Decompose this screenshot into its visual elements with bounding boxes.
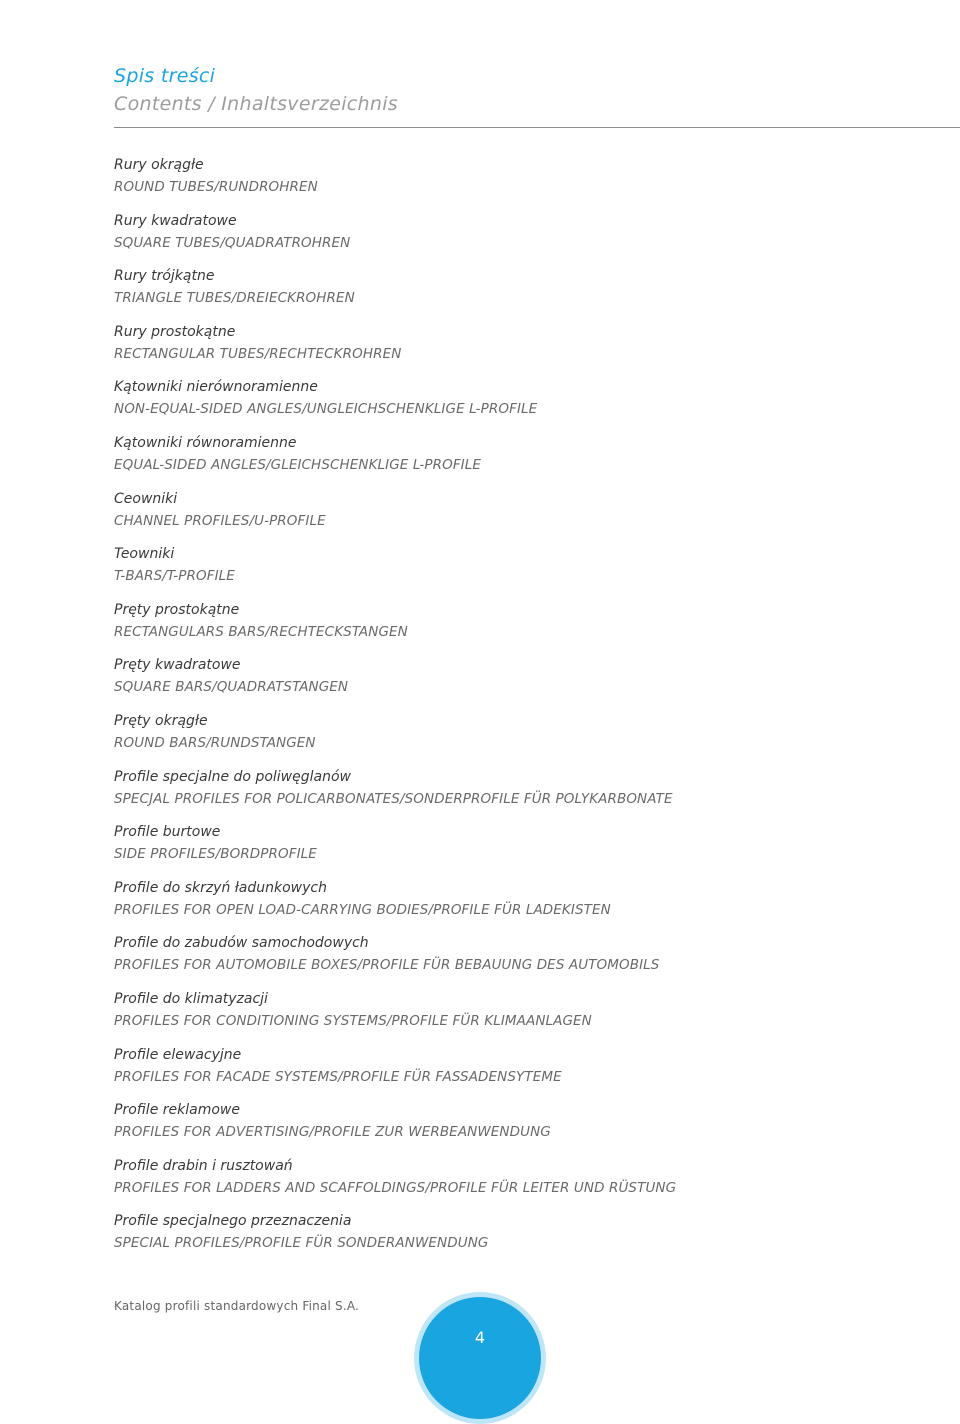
toc-entry[interactable]: [114, 266, 676, 322]
page-number-container: [414, 0, 546, 1358]
toc-entry-translation: SQUARE TUBES/QUADRATROHREN: [114, 234, 351, 251]
toc-entry-translation: T-BARS/T-PROFILE: [114, 568, 235, 585]
toc-entry[interactable]: [114, 989, 676, 1045]
page-number: 4: [474, 1328, 486, 1347]
title-english-german: Contents / Inhaltsverzeichnis: [114, 93, 398, 115]
toc-entry[interactable]: [114, 878, 676, 934]
toc-entry-polish: Profile reklamowe: [114, 1102, 240, 1119]
toc-entry-polish: Ceowniki: [114, 490, 178, 507]
table-of-contents: [114, 155, 676, 1267]
toc-entry-translation: SQUARE BARS/QUADRATSTANGEN: [114, 679, 349, 696]
toc-entry-translation: PROFILES FOR ADVERTISING/PROFILE ZUR WERBEANWENDUNG: [114, 1124, 551, 1141]
toc-entry[interactable]: [114, 822, 676, 878]
toc-entry[interactable]: [114, 1100, 676, 1156]
toc-entry-polish: Profile elewacyjne: [114, 1046, 242, 1063]
toc-entry[interactable]: [114, 544, 676, 600]
toc-entry[interactable]: [114, 322, 676, 378]
toc-entry-polish: Rury kwadratowe: [114, 212, 237, 229]
toc-entry-translation: ROUND TUBES/RUNDROHREN: [114, 179, 318, 195]
toc-entry-translation: ROUND BARS/RUNDSTANGEN: [114, 734, 316, 751]
toc-entry[interactable]: [114, 600, 676, 656]
toc-entry-translation: NON-EQUAL-SIDED ANGLES/UNGLEICHSCHENKLIGE L-PROFILE: [114, 401, 538, 418]
toc-entry-translation: RECTANGULARS BARS/RECHTECKSTANGEN: [114, 623, 408, 640]
toc-entry-translation: SPECJAL PROFILES FOR POLICARBONATES/SONDERPROFILE FÜR POLYKARBONATE: [114, 790, 673, 807]
toc-entry-polish: Profile drabin i rusztowań: [114, 1157, 293, 1174]
toc-entry-translation: EQUAL-SIDED ANGLES/GLEICHSCHENKLIGE L-PROFILE: [114, 456, 482, 473]
toc-entry-polish: Teowniki: [114, 546, 175, 563]
toc-entry[interactable]: [114, 377, 676, 433]
toc-entry-translation: PROFILES FOR AUTOMOBILE BOXES/PROFILE FÜR BEBAUUNG DES AUTOMOBILS: [114, 957, 660, 974]
toc-entry-polish: Profile burtowe: [114, 824, 221, 841]
toc-entry[interactable]: [114, 655, 676, 711]
catalog-footer: Katalog profili standardowych Final S.A.: [114, 1299, 360, 1313]
toc-entry-translation: SPECIAL PROFILES/PROFILE FÜR SONDERANWENDUNG: [114, 1235, 489, 1252]
toc-entry[interactable]: [114, 1211, 676, 1267]
toc-entry-polish: Rury trójkątne: [114, 268, 215, 285]
toc-entry[interactable]: [114, 1045, 676, 1101]
title-polish: Spis treści: [114, 65, 216, 87]
toc-entry-polish: Kątowniki równoramienne: [114, 434, 297, 451]
toc-entry-polish: Rury okrągłe: [114, 157, 204, 173]
toc-entry-polish: Kątowniki nierównoramienne: [114, 379, 318, 396]
toc-entry[interactable]: [114, 711, 676, 767]
toc-entry-translation: SIDE PROFILES/BORDPROFILE: [114, 846, 317, 863]
toc-entry-translation: CHANNEL PROFILES/U-PROFILE: [114, 512, 326, 529]
toc-entry-translation: PROFILES FOR LADDERS AND SCAFFOLDINGS/PROFILE FÜR LEITER UND RÜSTUNG: [114, 1179, 677, 1196]
toc-entry-translation: PROFILES FOR FACADE SYSTEMS/PROFILE FÜR FASSADENSYTEME: [114, 1068, 562, 1085]
toc-entry[interactable]: [114, 433, 676, 489]
toc-entry[interactable]: [114, 155, 676, 211]
toc-entry-polish: Profile do klimatyzacji: [114, 990, 268, 1007]
page-header: [114, 62, 398, 118]
toc-entry-translation: PROFILES FOR CONDITIONING SYSTEMS/PROFILE FÜR KLIMAANLAGEN: [114, 1012, 592, 1029]
toc-entry-translation: PROFILES FOR OPEN LOAD-CARRYING BODIES/PROFILE FÜR LADEKISTEN: [114, 901, 611, 918]
toc-entry[interactable]: [114, 767, 676, 823]
toc-entry[interactable]: [114, 211, 676, 267]
toc-entry-translation: RECTANGULAR TUBES/RECHTECKROHREN: [114, 345, 402, 362]
toc-entry-polish: Profile do skrzyń ładunkowych: [114, 879, 327, 896]
toc-entry-polish: Pręty prostokątne: [114, 601, 240, 618]
toc-entry-polish: Rury prostokątne: [114, 323, 236, 340]
toc-entry[interactable]: [114, 933, 676, 989]
toc-entry-polish: Profile specjalnego przeznaczenia: [114, 1213, 352, 1230]
toc-entry[interactable]: [114, 489, 676, 545]
toc-entry-polish: Profile specjalne do poliwęglanów: [114, 768, 351, 785]
toc-entry-polish: Pręty okrągłe: [114, 712, 208, 729]
toc-entry-translation: TRIANGLE TUBES/DREIECKROHREN: [114, 290, 355, 307]
toc-entry-polish: Pręty kwadratowe: [114, 657, 241, 674]
toc-entry-polish: Profile do zabudów samochodowych: [114, 935, 369, 952]
toc-entry[interactable]: [114, 1156, 676, 1212]
